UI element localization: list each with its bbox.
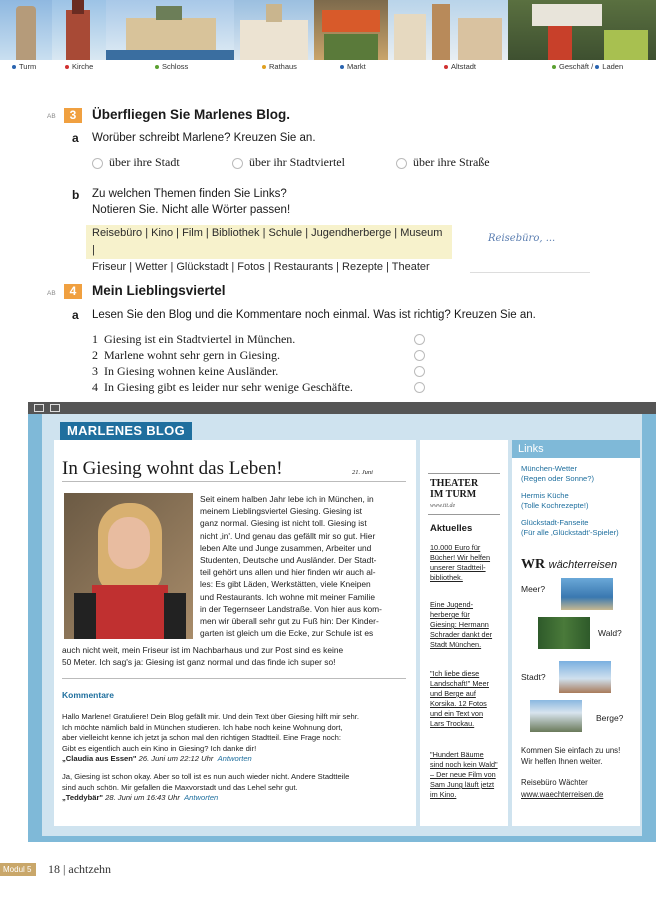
aktuelles-heading: Aktuelles <box>430 523 473 534</box>
reply-link[interactable]: Antworten <box>184 793 219 803</box>
ab-label: AB <box>47 290 56 297</box>
post-title: In Giesing wohnt das Leben! <box>62 458 283 479</box>
link-wetter[interactable]: München-Wetter (Regen oder Sonne?) <box>521 464 595 483</box>
ab-label: AB <box>47 113 56 120</box>
task-number-3: 3 <box>64 108 82 123</box>
task3a-text: Worüber schreibt Marlene? Kreuzen Sie an. <box>92 132 316 144</box>
comments-heading: Kommentare <box>62 690 114 700</box>
links-heading: Links <box>512 440 640 458</box>
option-stadt[interactable]: über ihre Stadt <box>92 155 180 170</box>
statement-3: 3 In Giesing wohnen keine Ausländer. <box>92 364 279 378</box>
photo-captions <box>0 60 656 74</box>
question-meer: Meer? <box>521 584 546 594</box>
task3b-letter: b <box>72 188 80 202</box>
statement-2: 2 Marlene wohnt sehr gern in Giesing. <box>92 348 280 362</box>
travel-agency-promo: Kommen Sie einfach zu uns! Wir helfen Ihnen weiter. <box>521 746 621 766</box>
photo-strip <box>0 0 656 60</box>
travel-agency-url[interactable]: www.waechterreisen.de <box>521 790 604 799</box>
page-number: 18 | achtzehn <box>48 862 112 876</box>
statement-4: 4 In Giesing gibt es leider nur sehr wenige Geschäfte. <box>92 380 353 394</box>
word-line-1: Reisebüro | Kino | Film | Bibliothek | Schule | Jugendherberge | Museum | <box>92 227 443 256</box>
divider <box>428 473 500 474</box>
checkbox-circle[interactable] <box>92 158 103 169</box>
waechterreisen-logo: WR wächterreisen <box>521 557 618 572</box>
question-wald: Wald? <box>598 628 622 638</box>
caption-schloss: Schloss <box>155 62 188 71</box>
forest-photo <box>538 617 590 649</box>
comment-2: Ja, Giesing ist schon okay. Aber so toll ist es nun auch wieder nicht. Andere Stadtteile sind auch schön. Mir gefallen die Maxvorstadt und das Lehel sehr gut. „Teddybär" 28. Juni um 16:43 Uhr Antworten <box>62 772 350 803</box>
theater-logo[interactable]: THEATER IM TURM <box>430 478 479 500</box>
photo-market <box>314 0 388 60</box>
handwritten-answer: Reisebüro, ... <box>488 233 556 244</box>
theater-url[interactable]: www.tit.de <box>430 503 456 509</box>
comment-2-author: „Teddybär" <box>62 793 104 803</box>
window-icon[interactable] <box>34 404 44 412</box>
comment-1: Hallo Marlene! Gratuliere! Dein Blog gefällt mir. Und dein Text über Giesing hilft mir sehr. Ich möchte nämlich bald in München studieren. Ich habe noch keine Wohnung dort, aber vielleicht kenne ich jetzt ja schon mal den richtigen Stadtteil. Eine Frage noch: Gibt es eigentlich auch ein Kino in Giesing? Ich danke dir! „Claudia aus Essen" 26. Juni um 22:12 Uhr Antworten <box>62 712 359 764</box>
city-photo <box>559 661 611 693</box>
post-text-continued: auch nicht weit, mein Friseur ist im Nachbarhaus und zur Post sind es keine 50 Meter. Ich sag's ja: Giesing ist ganz normal und das finde ich super so! <box>62 645 344 668</box>
divider <box>62 678 406 679</box>
author-photo <box>64 493 193 639</box>
grid-icon[interactable] <box>50 404 60 412</box>
caption-altstadt: Altstadt <box>444 62 476 71</box>
browser-toolbar <box>28 402 656 414</box>
sea-photo <box>561 578 613 610</box>
news-item[interactable]: Eine Jugend- herberge für Giesing: Hermann Schrader dankt der Stadt München. <box>430 600 493 649</box>
comment-1-author: „Claudia aus Essen" <box>62 754 137 764</box>
photo-tower <box>0 0 52 60</box>
task3b-line2: Notieren Sie. Nicht alle Wörter passen! <box>92 204 291 216</box>
caption-geschaeft: Geschäft / Laden <box>552 62 623 71</box>
comment-1-meta: 26. Juni um 22:12 Uhr <box>138 754 214 764</box>
checkbox-circle[interactable] <box>232 158 243 169</box>
statement-1-checkbox[interactable] <box>414 334 425 345</box>
question-stadt: Stadt? <box>521 672 546 682</box>
task4a-letter: a <box>72 308 79 322</box>
word-box <box>86 225 452 273</box>
option-strasse[interactable]: über ihre Straße <box>396 155 490 170</box>
blog-title: MARLENES BLOG <box>60 422 192 440</box>
word-line-2: Friseur | Wetter | Glückstadt | Fotos | Restaurants | Rezepte | Theater <box>92 261 430 273</box>
task-number-4: 4 <box>64 284 82 299</box>
divider <box>428 514 500 515</box>
photo-church <box>52 0 106 60</box>
link-kueche[interactable]: Hermis Küche (Tolle Kochrezepte!) <box>521 491 589 510</box>
comment-2-meta: 28. Juni um 16:43 Uhr <box>105 793 180 803</box>
news-item[interactable]: "Hundert Bäume sind noch kein Wald" – Der neue Film von Sam Jung läuft jetzt im Kino. <box>430 750 498 799</box>
caption-markt: Markt <box>340 62 366 71</box>
question-berge: Berge? <box>596 713 624 723</box>
photo-oldtown <box>388 0 508 60</box>
reply-link[interactable]: Antworten <box>217 754 252 764</box>
answer-line <box>470 272 590 273</box>
task3b-line1: Zu welchen Themen finden Sie Links? <box>92 188 287 200</box>
statement-2-checkbox[interactable] <box>414 350 425 361</box>
option-stadtviertel[interactable]: über ihr Stadtviertel <box>232 155 345 170</box>
news-item[interactable]: "Ich liebe diese Landschaft!" Meer und Berge auf Korsika. 12 Fotos und ein Text von Lars Trockau. <box>430 669 489 728</box>
photo-shop <box>508 0 656 60</box>
caption-kirche: Kirche <box>65 62 93 71</box>
post-text: Seit einem halben Jahr lebe ich in München, in meinem Lieblingsviertel Giesing. Giesing ist ganz normal. Giesing ist nicht toll. Giesing ist nicht ‚in'. Und genau das gefällt mir so gut. Hier leben Alte und Junge zusammen, Arbeiter und Studenten, Deutsche und Ausländer. Der Stadt- teil gehört uns allen und hier finden wir auch al- les: Es gibt Läden, Werkstätten, viele Kneipen und Restaurants. Ich wohne mit meiner Familie in der Tegernseer Landstraße. Von hier aus kom- men wir überall sehr gut zu Fuß hin: Der Kinder- garten ist gleich um die Ecke, zur Schule ist es <box>200 494 382 639</box>
task3a-letter: a <box>72 131 79 145</box>
photo-townhall <box>234 0 314 60</box>
travel-agency-name: Reisebüro Wächter <box>521 778 588 787</box>
photo-castle <box>106 0 234 60</box>
mountain-photo <box>530 700 582 732</box>
caption-turm: Turm <box>12 62 36 71</box>
divider <box>62 481 406 482</box>
statement-1: 1 Giesing ist ein Stadtviertel in München. <box>92 332 296 346</box>
task4-title: Mein Lieblingsviertel <box>92 283 226 298</box>
checkbox-circle[interactable] <box>396 158 407 169</box>
task4a-text: Lesen Sie den Blog und die Kommentare noch einmal. Was ist richtig? Kreuzen Sie an. <box>92 309 536 321</box>
caption-rathaus: Rathaus <box>262 62 297 71</box>
task3-title: Überfliegen Sie Marlenes Blog. <box>92 107 291 122</box>
link-glueckstadt[interactable]: Glückstadt-Fanseite (Für alle ‚Glückstadt'-Spieler) <box>521 518 619 537</box>
module-tab: Modul 5 <box>0 863 36 876</box>
post-date: 21. Juni <box>352 469 373 476</box>
news-item[interactable]: 10.000 Euro für Bücher! Wir helfen unserer Stadtteil- bibliothek. <box>430 543 491 582</box>
statement-3-checkbox[interactable] <box>414 366 425 377</box>
statement-4-checkbox[interactable] <box>414 382 425 393</box>
